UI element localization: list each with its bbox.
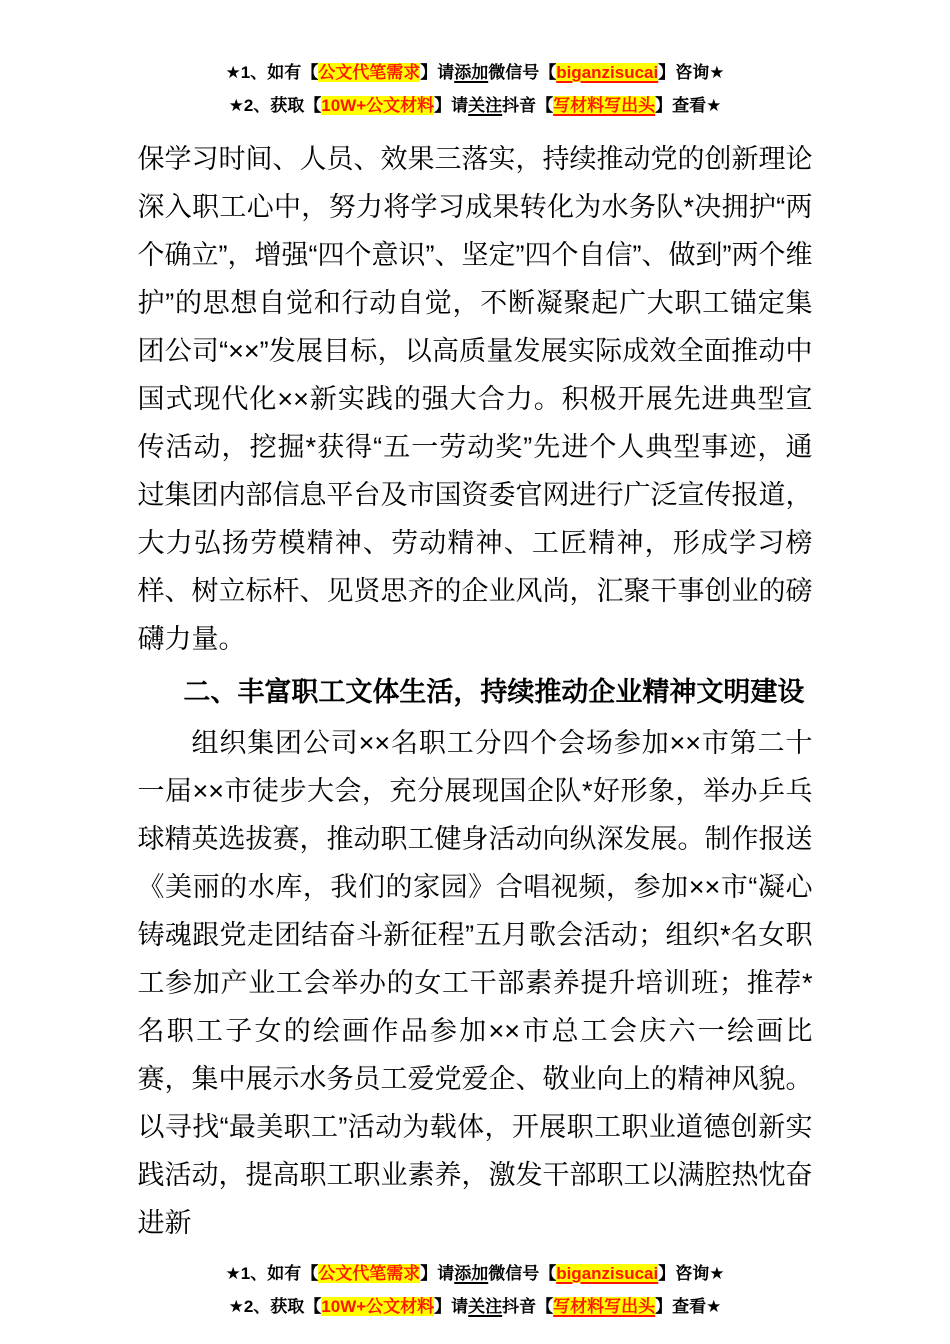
promo-header-line-2 <box>0 89 950 122</box>
paragraph-section-2: 组织集团公司××名职工分四个会场参加××市第二十一届××市徒步大会，充分展现国企队*好形象，举办乒乓球精英选拔赛，推动职工健身活动向纵深发展。制作报送《美丽的水库，我们的家园》合唱视频，参加××市“凝心铸魂跟党走团结奋斗新征程”五月歌会活动；组织*名女职工参加产业工会举办的女工干部素养提升培训班；推荐*名职工子女的绘画作品参加××市总工会庆六一绘画比赛，集中展示水务员工爱党爱企、敬业向上的精神风貌。以寻找“最美职工”活动为载体，开展职工职业道德创新实践活动，提高职工职业素养，激发干部职工以满腔热忱奋进新 <box>137 728 813 1238</box>
promo-douyin-id: 写材料写出头 <box>553 1297 656 1316</box>
promo-footer-line-2 <box>0 1290 950 1323</box>
promo-text: ★1、如有【 <box>225 63 319 82</box>
promo-text: 】请 <box>434 1297 469 1316</box>
promo-text: 】查看★ <box>655 96 722 115</box>
promo-wechat-id: biganzisucai <box>556 1264 659 1283</box>
promo-text: 】咨询★ <box>658 1264 725 1283</box>
promo-text: 微信号【 <box>488 1264 557 1283</box>
promo-text: 微信号【 <box>488 63 557 82</box>
promo-text: 抖音【 <box>502 96 554 115</box>
promo-text: ★2、获取【 <box>228 1297 322 1316</box>
promo-highlight-materials: 10W+公文材料 <box>321 1297 435 1316</box>
promo-text: 抖音【 <box>502 1297 554 1316</box>
paragraph-continuation: 保学习时间、人员、效果三落实，持续推动党的创新理论深入职工心中，努力将学习成果转化为水务队*决拥护“两个确立”，增强“四个意识”、坚定”四个自信”、做到”两个维护”的思想自觉和行动自觉，不断凝聚起广大职工锚定集团公司“××”发展目标，以高质量发展实际成效全面推动中国式现代化××新实践的强大合力。积极开展先进典型宣传活动，挖掘*获得“五一劳动奖”先进个人典型事迹，通过集团内部信息平台及市国资委官网进行广泛宣传报道，大力弘扬劳模精神、劳动精神、工匠精神，形成学习榜样、树立标杆、见贤思齐的企业风尚，汇聚干事创业的磅礴力量。 <box>137 144 813 654</box>
promo-text: 】请 <box>434 96 469 115</box>
promo-underline-follow: 关注 <box>468 96 503 115</box>
promo-header-line-1 <box>0 56 950 89</box>
promo-text: 】咨询★ <box>658 63 725 82</box>
promo-highlight-service: 公文代笔需求 <box>318 63 421 82</box>
promo-footer-line-1 <box>0 1257 950 1290</box>
promo-footer <box>0 1257 950 1323</box>
promo-underline-follow: 关注 <box>468 1297 503 1316</box>
promo-highlight-materials: 10W+公文材料 <box>321 96 435 115</box>
section-heading-2: 二、丰富职工文体生活，持续推动企业精神文明建设 <box>183 677 805 707</box>
promo-underline-add: 添加 <box>454 63 489 82</box>
promo-text: 】查看★ <box>655 1297 722 1316</box>
promo-douyin-id: 写材料写出头 <box>553 96 656 115</box>
promo-text: ★2、获取【 <box>228 96 322 115</box>
promo-header <box>0 0 950 122</box>
promo-text: ★1、如有【 <box>225 1264 319 1283</box>
promo-underline-add: 添加 <box>454 1264 489 1283</box>
promo-highlight-service: 公文代笔需求 <box>318 1264 421 1283</box>
promo-text: 】请 <box>420 63 455 82</box>
promo-wechat-id: biganzisucai <box>556 63 659 82</box>
document-body <box>138 135 813 1247</box>
promo-text: 】请 <box>420 1264 455 1283</box>
